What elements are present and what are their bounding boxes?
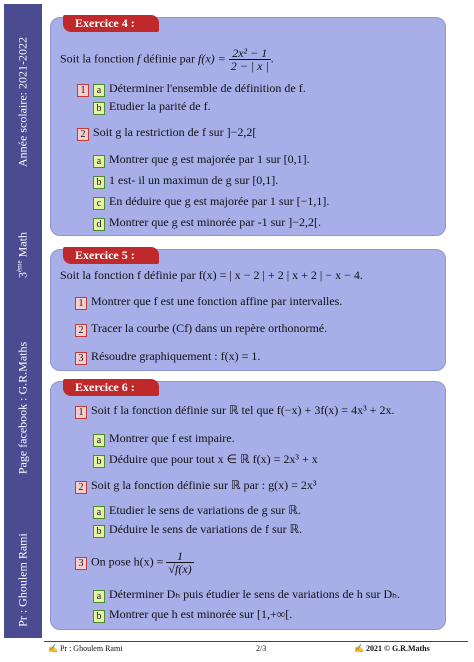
ex6-question-1 — [75, 403, 394, 419]
exercise-4-intro: Soit la fonction f définie par f(x) = $\frac{\text{2x² − 1}}{2 - | x |}$ . — [60, 46, 274, 73]
question-text: On pose h(x) = — [91, 554, 164, 569]
question-text: Montrer que f est impaire. — [109, 431, 235, 445]
ex4-question-2a — [93, 152, 310, 168]
footer-right — [354, 644, 430, 653]
sidebar — [4, 4, 42, 638]
question-text: Déduire le sens de variations de f sur ℝ. — [109, 522, 303, 536]
question-text: Etudier le sens de variations de g sur ℝ. — [109, 503, 301, 517]
question-text: Montrer que g est minorée par -1 sur ]−2,2[. — [109, 215, 322, 229]
question-number-badge: 2 — [75, 324, 87, 337]
exercise-4-title: Exercice 4 : — [63, 15, 159, 32]
question-letter-badge: b — [93, 610, 105, 623]
ex5-question-2 — [75, 321, 327, 337]
ex6-question-2 — [75, 478, 317, 494]
question-letter-badge: b — [93, 455, 105, 468]
question-text: Tracer la courbe (Cf) dans un repère orthonormé. — [91, 321, 328, 335]
footer-left — [48, 644, 122, 653]
class-number: 3 — [15, 272, 30, 279]
question-text: Déterminer l'ensemble de définition de f. — [109, 81, 306, 95]
footer-divider — [44, 641, 468, 642]
question-number-badge: 3 — [75, 557, 87, 570]
question-text: Résoudre graphiquement : f(x) = 1. — [91, 349, 261, 363]
school-year-label: Année scolaire: 2021-2022 — [15, 37, 30, 167]
question-letter-badge: a — [93, 434, 105, 447]
ex6-question-1a — [93, 431, 235, 447]
fraction-denominator: √f(x) — [168, 562, 192, 576]
question-text: Etudier la parité de f. — [109, 99, 211, 113]
fraction-numerator: 2x² − 1 — [229, 47, 271, 60]
ex4-question-1b — [93, 99, 211, 115]
footer-page-number: 2/3 — [256, 644, 267, 653]
exercise-6-box — [50, 381, 446, 630]
intro-text: Soit la fonction — [60, 51, 137, 66]
intro-mid: définie par — [140, 51, 198, 66]
exercise-5-intro: Soit la fonction f définie par f(x) = | x − 2 | + 2 | x + 2 | − x − 4. — [60, 268, 363, 282]
fraction — [229, 47, 271, 72]
pencil-icon: ✍ — [48, 644, 58, 653]
author-label: Pr : Ghoulem Rami — [15, 533, 30, 627]
question-letter-badge: a — [93, 84, 105, 97]
ex4-question-1a — [77, 81, 306, 97]
class-sup: ème — [15, 260, 24, 273]
question-letter-badge: d — [93, 218, 105, 231]
facebook-label: Page facebook : G.R.Maths — [15, 341, 30, 475]
question-text: Soit g la fonction définie sur ℝ par : g(x) = 2x³ — [91, 478, 317, 492]
question-number-badge: 1 — [77, 84, 89, 97]
exercise-5-title: Exercice 5 : — [63, 247, 159, 264]
question-text: Montrer que h est minorée sur [1,+∞[. — [109, 607, 293, 621]
question-text: En déduire que g est majorée par 1 sur [−1,1]. — [109, 194, 330, 208]
fraction-numerator: 1 — [166, 550, 193, 563]
exercise-6-title: Exercice 6 : — [63, 379, 159, 396]
ex4-question-2b — [93, 173, 278, 189]
question-text: Soit f la fonction définie sur ℝ tel que f(−x) + 3f(x) = 4x³ + 2x. — [91, 403, 395, 417]
ex6-question-3a — [93, 587, 400, 603]
question-text: Montrer que g est majorée par 1 sur [0,1]. — [109, 152, 310, 166]
question-text: 1 est- il un maximun de g sur [0,1]. — [109, 173, 279, 187]
question-number-badge: 1 — [75, 406, 87, 419]
question-letter-badge: a — [93, 590, 105, 603]
exercise-5-box — [50, 249, 446, 371]
ex6-question-3b — [93, 607, 292, 623]
question-letter-badge: a — [93, 155, 105, 168]
question-letter-badge: b — [93, 525, 105, 538]
question-text: Soit g la restriction de f sur ]−2,2[ — [93, 125, 257, 139]
question-text: Montrer que f est une fonction affine par intervalles. — [91, 294, 343, 308]
footer-copyright: 2021 © G.R.Maths — [365, 644, 430, 653]
exercise-4-box — [50, 17, 446, 236]
ex6-question-2b — [93, 522, 302, 538]
question-letter-badge: b — [93, 102, 105, 115]
class-label — [16, 232, 31, 278]
ex6-question-1b — [93, 452, 318, 468]
question-letter-badge: a — [93, 506, 105, 519]
intro-f: f — [137, 51, 141, 66]
ex4-question-2 — [77, 125, 256, 141]
pencil-icon: ✍ — [354, 644, 364, 653]
question-number-badge: 1 — [75, 297, 87, 310]
ex5-question-1 — [75, 294, 342, 310]
question-number-badge: 2 — [77, 128, 89, 141]
fraction-denominator: 2 − | x | — [230, 59, 269, 73]
question-text: Déduire que pour tout x ∈ ℝ f(x) = 2x³ + x — [109, 452, 318, 466]
ex4-question-2d — [93, 215, 321, 231]
question-text: Déterminer Dₕ puis étudier le sens de variations de h sur Dₕ. — [109, 587, 400, 601]
footer-author: Pr : Ghoulem Rami — [59, 644, 123, 653]
intro-fx: f(x) = — [197, 51, 226, 66]
fraction — [166, 550, 193, 575]
ex5-question-3 — [75, 349, 260, 365]
question-letter-badge: b — [93, 176, 105, 189]
ex4-question-2c — [93, 194, 329, 210]
ex6-question-3 — [75, 550, 194, 575]
ex6-question-2a — [93, 503, 301, 519]
question-number-badge: 3 — [75, 352, 87, 365]
question-number-badge: 2 — [75, 481, 87, 494]
class-name: Math — [15, 231, 30, 258]
question-letter-badge: c — [93, 197, 105, 210]
